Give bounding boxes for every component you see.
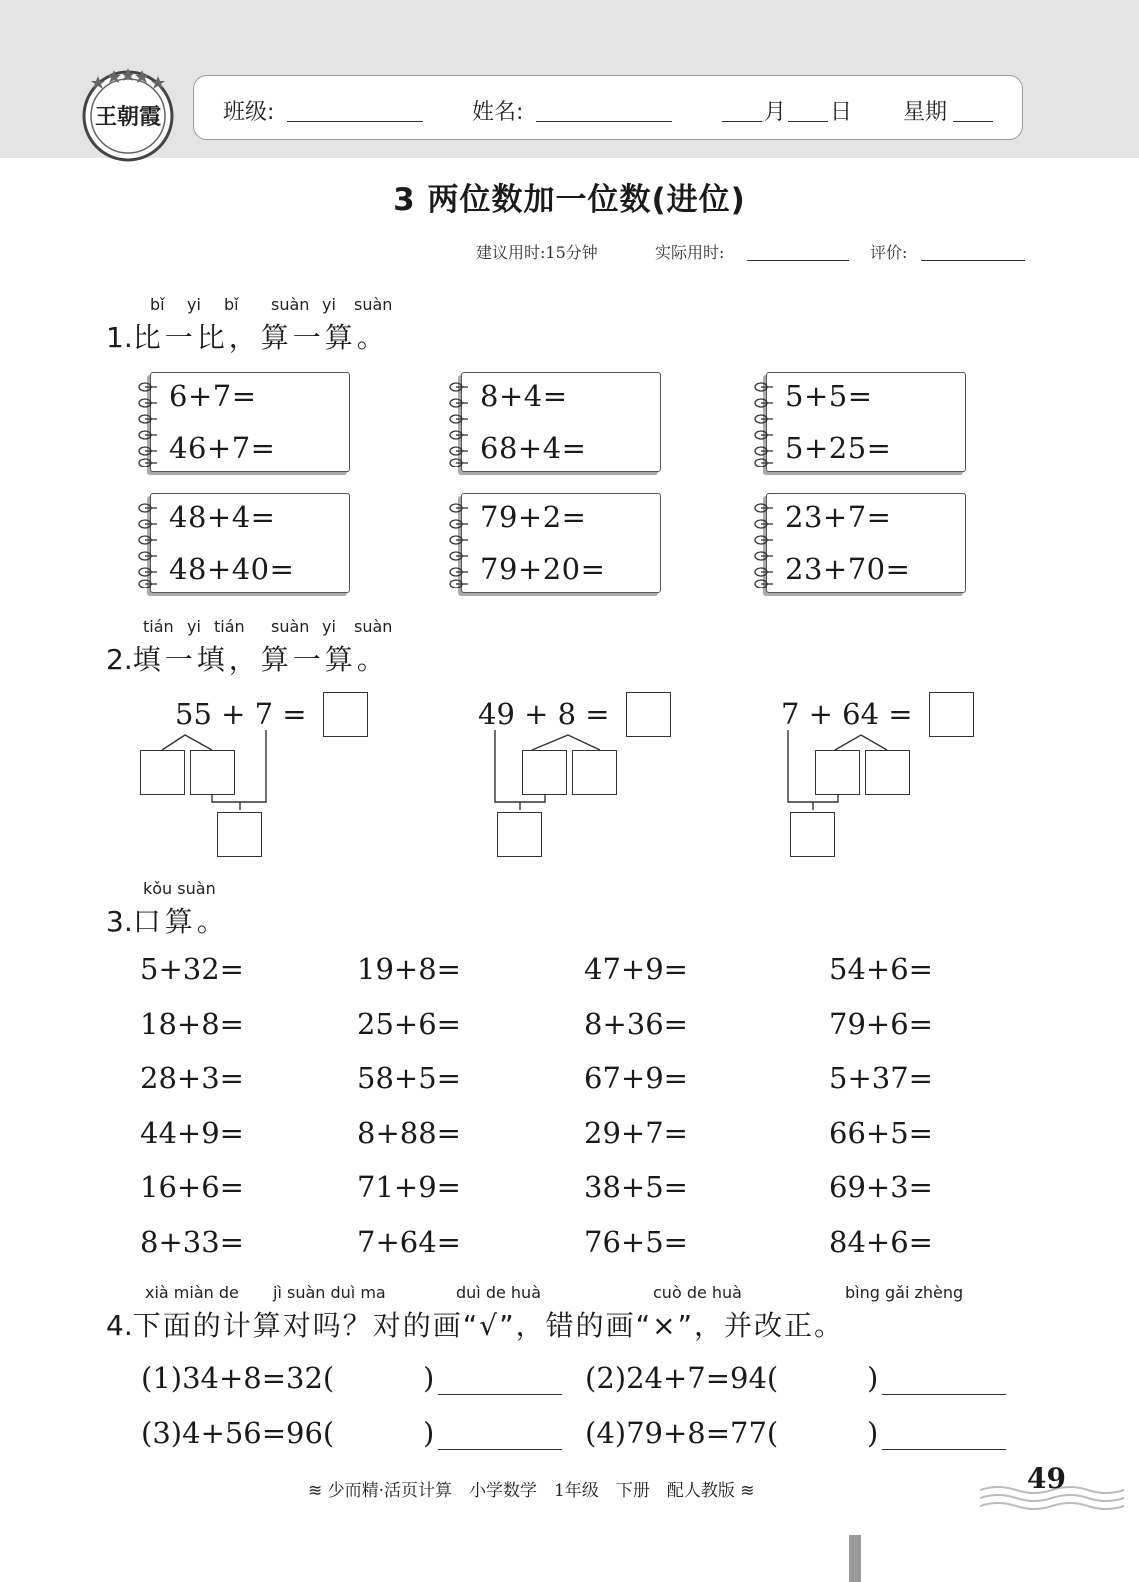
q4-correction-field[interactable] — [438, 1449, 562, 1450]
svg-text:王朝霞: 王朝霞 — [94, 104, 162, 130]
actual-time-field[interactable] — [747, 260, 849, 261]
q1-number: 1. — [106, 321, 133, 354]
q4-pinyin-4: cuò de huà — [653, 1283, 742, 1302]
q4-correction-field[interactable] — [882, 1394, 1006, 1395]
q3-answer-area[interactable] — [477, 1225, 537, 1263]
q2-pinyin-2: yi — [187, 617, 201, 636]
q3-answer-area[interactable] — [260, 952, 320, 990]
q1-equation: 46+7= — [169, 431, 276, 465]
q3-calc-item: 19+8= — [357, 952, 461, 986]
q1-card — [461, 493, 661, 593]
q3-answer-area[interactable] — [260, 1061, 320, 1099]
q3-calc-item: 28+3= — [140, 1061, 244, 1095]
q1-pinyin-1: bǐ — [150, 295, 165, 314]
q3-calc-item: 5+32= — [140, 952, 244, 986]
q4-item: (3)4+56=96( — [141, 1416, 335, 1450]
q4-correction-field[interactable] — [882, 1449, 1006, 1450]
q2-sum-box-2[interactable] — [497, 812, 542, 857]
q3-heading-text: 口算。 — [132, 905, 229, 938]
q2-answer-box-1[interactable] — [323, 692, 368, 737]
q3-answer-area[interactable] — [477, 1170, 537, 1208]
q2-pinyin-6: suàn — [354, 617, 393, 636]
q2-sum-box-3[interactable] — [790, 812, 835, 857]
q2-split-box-2a[interactable] — [522, 750, 567, 795]
q3-calc-item: 71+9= — [357, 1170, 461, 1204]
class-label: 班级: — [223, 100, 275, 125]
q4-judge-mark-field[interactable] — [356, 1418, 416, 1454]
q2-pinyin-3: tián — [214, 617, 245, 636]
q2-heading-text: 填一填，算一算。 — [132, 643, 389, 676]
q4-close-paren: ) — [867, 1361, 879, 1395]
q1-equation: 23+70= — [785, 552, 911, 586]
class-field[interactable] — [287, 121, 423, 122]
q3-answer-area[interactable] — [260, 1116, 320, 1154]
name-field[interactable] — [536, 121, 672, 122]
actual-time-label: 实际用时: — [655, 243, 725, 262]
q1-equation: 8+4= — [480, 379, 568, 413]
q3-calc-item: 69+3= — [829, 1170, 933, 1204]
q1-heading — [106, 316, 389, 356]
lesson-title: 3 两位数加一位数(进位) — [393, 182, 746, 218]
q1-equation: 5+5= — [785, 379, 873, 413]
q1-card — [150, 372, 350, 472]
q1-pinyin-4: suàn — [271, 295, 310, 314]
q3-answer-area[interactable] — [704, 1116, 764, 1154]
q2-split-box-3a[interactable] — [815, 750, 860, 795]
q4-judge-mark-field[interactable] — [800, 1363, 860, 1399]
q3-answer-area[interactable] — [260, 1007, 320, 1045]
q3-calc-item: 66+5= — [829, 1115, 933, 1150]
q4-judge-mark-field[interactable] — [800, 1418, 860, 1454]
q1-equation: 68+4= — [480, 431, 587, 465]
q1-card — [766, 493, 966, 593]
q3-answer-area[interactable] — [477, 1116, 537, 1154]
q2-problem-2: 49 + 8 = — [478, 697, 610, 731]
q4-pinyin-1: xià miàn de — [145, 1283, 239, 1302]
name-label: 姓名: — [472, 100, 524, 125]
author-badge-logo — [78, 62, 178, 162]
q1-equation: 79+2= — [480, 500, 587, 534]
q1-pinyin-3: bǐ — [224, 295, 239, 314]
q1-pinyin-6: suàn — [354, 295, 393, 314]
q2-pinyin-4: suàn — [271, 617, 310, 636]
q2-heading — [106, 638, 389, 678]
q3-answer-area[interactable] — [704, 952, 764, 990]
q4-close-paren: ) — [423, 1416, 435, 1450]
q4-pinyin-2: jì suàn duì ma — [273, 1283, 386, 1302]
q3-calc-item: 38+5= — [584, 1170, 688, 1204]
q3-pinyin: kǒu suàn — [143, 879, 216, 898]
day-label: 日 — [830, 100, 853, 125]
q1-equation: 79+20= — [480, 552, 606, 586]
q2-split-box-1b[interactable] — [190, 750, 235, 795]
q3-answer-area[interactable] — [949, 1116, 1009, 1154]
q1-equation: 48+40= — [169, 552, 295, 586]
page-number: 49 — [1027, 1462, 1066, 1495]
q3-answer-area[interactable] — [477, 952, 537, 990]
q3-calc-item: 5+37= — [829, 1061, 933, 1095]
q2-split-box-2b[interactable] — [572, 750, 617, 795]
q3-answer-area[interactable] — [949, 952, 1009, 990]
q2-answer-box-2[interactable] — [626, 692, 671, 737]
q2-pinyin-5: yi — [322, 617, 336, 636]
q3-answer-area[interactable] — [477, 1061, 537, 1099]
q2-number: 2. — [106, 643, 133, 676]
spiral-binding-icon — [137, 379, 159, 467]
q2-problem-1: 55 + 7 = — [175, 697, 307, 731]
q4-number: 4. — [106, 1309, 133, 1342]
q1-heading-text: 比一比，算一算。 — [132, 321, 389, 354]
q3-calc-item: 8+88= — [357, 1115, 461, 1150]
q4-item: (4)79+8=77( — [585, 1416, 779, 1450]
weekday-field[interactable] — [953, 121, 993, 122]
q2-answer-box-3[interactable] — [929, 692, 974, 737]
q3-heading — [106, 900, 229, 940]
q3-calc-item: 58+5= — [357, 1061, 461, 1095]
q4-close-paren: ) — [867, 1416, 879, 1450]
q1-card — [150, 493, 350, 593]
evaluation-field[interactable] — [921, 260, 1025, 261]
spiral-binding-icon — [753, 500, 775, 588]
q3-answer-area[interactable] — [949, 1061, 1009, 1099]
q3-calc-item: 18+8= — [140, 1006, 244, 1041]
q3-calc-item: 16+6= — [140, 1170, 244, 1204]
footer-book-info: ≋ 少而精·活页计算 小学数学 1年级 下册 配人教版 ≋ — [308, 1481, 755, 1501]
q4-correction-field[interactable] — [438, 1394, 562, 1395]
q4-close-paren: ) — [423, 1361, 435, 1395]
q1-card — [461, 372, 661, 472]
q3-calc-item: 8+36= — [584, 1006, 688, 1041]
q3-calc-item: 7+64= — [357, 1224, 461, 1259]
q1-equation: 5+25= — [785, 431, 892, 465]
q1-equation: 6+7= — [169, 379, 257, 413]
evaluation-label: 评价: — [870, 243, 908, 262]
q3-calc-item: 44+9= — [140, 1115, 244, 1150]
q3-answer-area[interactable] — [704, 1170, 764, 1208]
q3-answer-area[interactable] — [704, 1007, 764, 1045]
q3-number: 3. — [106, 905, 133, 938]
q4-item: (2)24+7=94( — [585, 1361, 779, 1395]
edge-tab — [849, 1535, 861, 1582]
q1-pinyin-2: yi — [187, 295, 201, 314]
weekday-label: 星期 — [903, 100, 948, 125]
q3-answer-area[interactable] — [704, 1225, 764, 1263]
q3-answer-area[interactable] — [704, 1061, 764, 1099]
q2-sum-box-1[interactable] — [217, 812, 262, 857]
q3-answer-area[interactable] — [260, 1225, 320, 1263]
q3-calc-item: 29+7= — [584, 1115, 688, 1150]
q3-calc-item: 47+9= — [584, 952, 688, 986]
q4-judge-mark-field[interactable] — [356, 1363, 416, 1399]
q3-answer-area[interactable] — [949, 1170, 1009, 1208]
spiral-binding-icon — [137, 500, 159, 588]
q4-pinyin-5: bìng gǎi zhèng — [845, 1283, 964, 1302]
student-info-box — [193, 75, 1023, 140]
q4-pinyin-3: duì de huà — [456, 1283, 541, 1302]
q3-calc-item: 25+6= — [357, 1006, 461, 1041]
q2-pinyin-1: tián — [143, 617, 174, 636]
q3-calc-item: 54+6= — [829, 952, 933, 986]
q3-calc-item: 76+5= — [584, 1224, 688, 1259]
month-label: 月 — [764, 100, 787, 125]
q3-answer-area[interactable] — [477, 1007, 537, 1045]
spiral-binding-icon — [448, 379, 470, 467]
spiral-binding-icon — [753, 379, 775, 467]
q2-split-box-3b[interactable] — [865, 750, 910, 795]
q3-answer-area[interactable] — [260, 1170, 320, 1208]
q3-calc-item: 67+9= — [584, 1061, 688, 1095]
q1-equation: 48+4= — [169, 500, 276, 534]
q4-item: (1)34+8=32( — [141, 1361, 335, 1395]
q4-heading-text: 下面的计算对吗？对的画“√”，错的画“×”，并改正。 — [132, 1309, 845, 1342]
spiral-binding-icon — [448, 500, 470, 588]
q1-equation: 23+7= — [785, 500, 892, 534]
q4-heading — [106, 1304, 844, 1344]
q1-card — [766, 372, 966, 472]
day-field[interactable] — [788, 121, 828, 122]
q3-calc-item: 8+33= — [140, 1224, 244, 1259]
month-field[interactable] — [722, 121, 762, 122]
q3-answer-area[interactable] — [949, 1225, 1009, 1263]
q2-problem-3: 7 + 64 = — [781, 697, 913, 731]
q3-calc-item: 84+6= — [829, 1224, 933, 1259]
q3-answer-area[interactable] — [949, 1007, 1009, 1045]
q3-calc-item: 79+6= — [829, 1006, 933, 1041]
suggested-time: 建议用时:15分钟 — [476, 243, 598, 262]
q1-pinyin-5: yi — [322, 295, 336, 314]
q2-split-box-1a[interactable] — [140, 750, 185, 795]
